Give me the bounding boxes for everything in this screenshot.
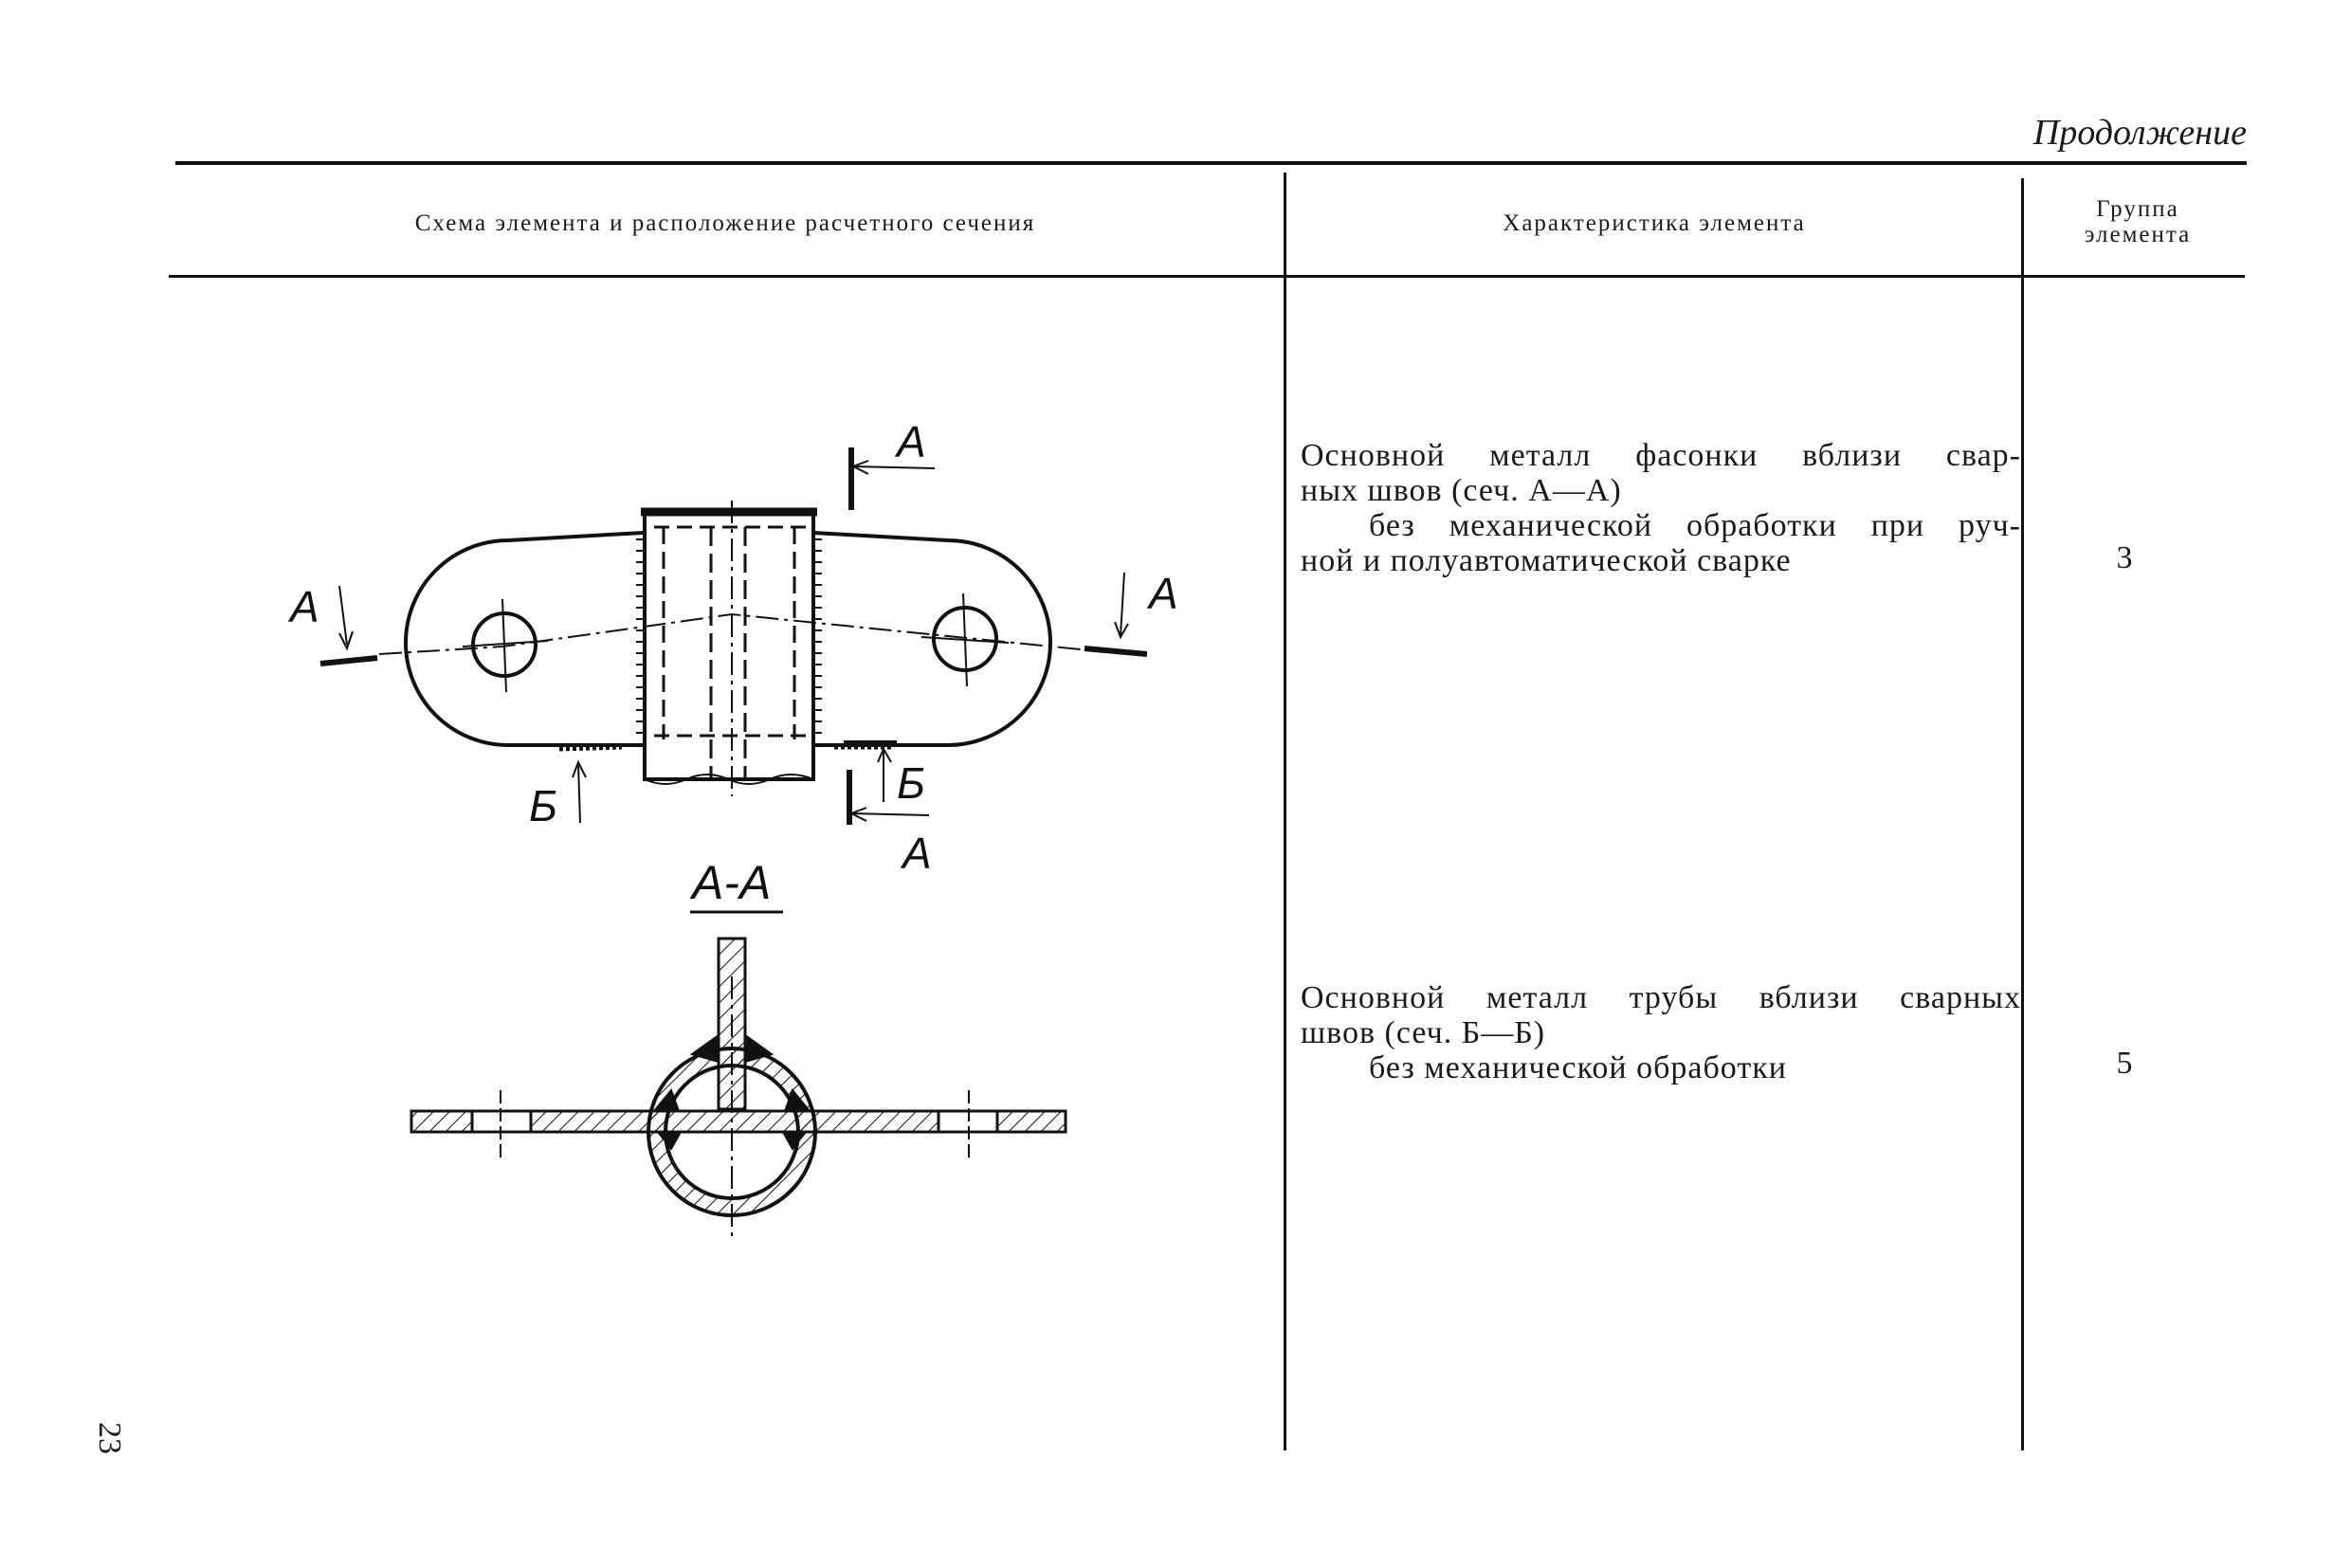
header-group-line1: Группа (2096, 196, 2179, 222)
plan-view (379, 501, 1090, 796)
label-a-top: А (897, 417, 926, 466)
header-group-line2: элемента (2084, 222, 2192, 247)
row2-line3: без механической обработки (1369, 1050, 1787, 1085)
row2-line1: Основной металл трубы вблизи сварных (1301, 980, 2021, 1015)
row1-line1: Основной металл фасонки вблизи свар- (1301, 438, 2021, 473)
row2-group: 5 (2116, 1046, 2133, 1081)
header-scheme: Схема элемента и расположение расчетного сечения (414, 210, 1036, 236)
row1-group: 3 (2116, 540, 2133, 575)
label-b-right: Б (897, 758, 925, 808)
label-b-left: Б (529, 781, 557, 830)
header-characteristic: Характеристика элемента (1503, 210, 1806, 236)
label-a-right: А (1149, 569, 1178, 618)
section-aa-view (411, 856, 1066, 1238)
label-a-bottom: А (902, 829, 932, 878)
row1-line2: ных швов (сеч. А—А) (1301, 473, 1622, 508)
page-number: 23 (92, 1422, 127, 1454)
row1-line4: ной и полуавтоматической сварке (1301, 543, 1792, 578)
continuation-label: Продолжение (2032, 113, 2247, 153)
weld-b-left (559, 747, 622, 749)
row1-line3: без механической обработки при руч- (1369, 508, 2021, 543)
section-title: А-А (692, 856, 772, 909)
section-marker-b-left (573, 762, 586, 823)
section-marker-a-left (320, 586, 377, 664)
pipe-body (645, 512, 813, 779)
section-marker-a-right (1084, 573, 1147, 654)
label-a-left: А (290, 582, 319, 631)
row2-line2: швов (сеч. Б—Б) (1301, 1015, 1546, 1050)
